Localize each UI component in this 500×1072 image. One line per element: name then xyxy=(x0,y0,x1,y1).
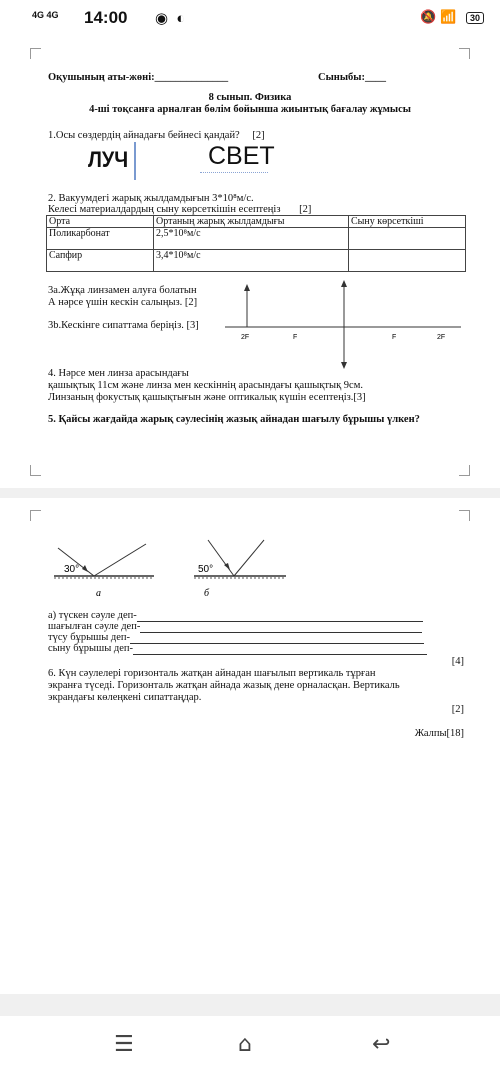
menu-icon[interactable]: ☰ xyxy=(114,1032,134,1057)
table-header-row xyxy=(47,216,466,228)
total-score: Жалпы[18] xyxy=(414,728,464,739)
reflection-diagram xyxy=(48,534,308,600)
table-header: Сыну көрсеткіші xyxy=(349,216,466,228)
table-header: Орта xyxy=(47,216,154,228)
battery-icon: 30 xyxy=(466,12,484,24)
status-bar xyxy=(0,0,500,38)
question-6-line-2: экранға түседі. Горизонталь жатқан айнада жазық дене орналасқан. Вертикаль xyxy=(48,680,400,691)
word-svet: СВЕТ xyxy=(208,142,275,170)
question-2-line-1: 2. Вакуумдегі жарық жылдамдығын 3*10⁸м/с. xyxy=(48,193,254,204)
document-page-1 xyxy=(0,38,500,488)
lens-arrow-top xyxy=(341,280,347,287)
lens-arrow-bottom xyxy=(341,362,347,369)
network-indicator: 4G 4G xyxy=(32,10,59,20)
class-label: Сыныбы:____ xyxy=(318,72,386,83)
grade-subject: 8 сынып. Физика xyxy=(208,92,292,103)
table-cell: Сапфир xyxy=(47,250,154,272)
question-4-line-2: қашықтық 11см және линза мен кескіннің арасындағы қашықтық 9см. xyxy=(48,380,363,391)
label-2f-left: 2F xyxy=(241,334,250,341)
check-icon: ◐ xyxy=(176,10,186,27)
fill-line: а) түскен сәуле деп- xyxy=(48,610,423,622)
question-3b: 3b.Кескінге сипаттама беріңіз. [3] xyxy=(48,320,199,331)
table-row xyxy=(47,250,466,272)
back-icon[interactable]: ↩ xyxy=(372,1032,391,1057)
table-cell: 2,5*10⁸м/с xyxy=(154,228,349,250)
table-cell: 3,4*10⁸м/с xyxy=(154,250,349,272)
student-name-label: Оқушының аты-жөні:______________ xyxy=(48,72,229,83)
table-cell xyxy=(349,228,466,250)
reflected-ray-b xyxy=(234,540,264,576)
fill-line: шағылған сәуле деп- xyxy=(48,621,422,633)
question-4-line-3: Линзаның фокустық қашықтығын және оптикалық күшін есептеңіз.[3] xyxy=(48,392,366,403)
question-3a-line-1: 3а.Жұқа линзамен алуға болатын xyxy=(48,285,197,296)
diagram-b-label: б xyxy=(204,588,210,599)
document-page-2 xyxy=(0,498,500,994)
question-3a-line-2: А нәрсе үшін кескін салыңыз. [2] xyxy=(48,297,198,308)
question-6-line-3: экрандағы көлеңкені сипаттаңдар. xyxy=(48,692,202,703)
materials-table xyxy=(46,215,466,272)
table-header: Ортаның жарық жылдамдығы xyxy=(154,216,349,228)
telegram-icon: ◉ xyxy=(155,10,169,27)
table-cell xyxy=(349,250,466,272)
question-6-line-1: 6. Күн сәулелері горизонталь жатқан айнадан шағылып вертикаль тұрған xyxy=(48,668,376,679)
question-2-line-2: Келесі материалдардың сыну көрсеткішін есептеңіз [2] xyxy=(48,204,312,215)
object-arrow-head xyxy=(244,284,250,291)
fill-line: сыну бұрышы деп- xyxy=(48,643,427,655)
table-row xyxy=(47,228,466,250)
table-cell: Поликарбонат xyxy=(47,228,154,250)
navigation-bar xyxy=(0,1016,500,1072)
clock: 14:00 xyxy=(84,8,128,27)
label-2f-right: 2F xyxy=(437,334,446,341)
question-1: 1.Осы сөздердің айнадағы бейнесі қандай? [2] xyxy=(48,130,265,141)
wifi-icon: 📶 xyxy=(440,9,457,24)
doc-subtitle: 4-ші тоқсанға арналған бөлім бойынша жиынтық бағалау жұмысы xyxy=(89,104,411,115)
question-5: 5. Қайсы жағдайда жарық сәулесінің жазық айнадан шағылу бұрышы үлкен? xyxy=(48,414,420,425)
text-cursor xyxy=(134,142,136,180)
label-f-left: F xyxy=(293,334,298,341)
reflected-ray-a xyxy=(94,544,146,576)
word-luch: ЛУЧ xyxy=(88,147,129,172)
q6-points: [2] xyxy=(451,704,464,715)
home-icon[interactable]: ⌂ xyxy=(238,1032,252,1057)
diagram-a-label: а xyxy=(96,588,101,599)
q5-points: [4] xyxy=(451,656,464,667)
mute-icon: 🔕 xyxy=(420,9,437,24)
angle-a-label: 30° xyxy=(64,564,80,575)
lens-diagram xyxy=(225,278,465,370)
fill-line: түсу бұрышы деп- xyxy=(48,632,424,644)
label-f-right: F xyxy=(392,334,397,341)
angle-b-label: 50° xyxy=(198,564,214,575)
question-4-line-1: 4. Нәрсе мен линза арасындағы xyxy=(48,368,189,379)
